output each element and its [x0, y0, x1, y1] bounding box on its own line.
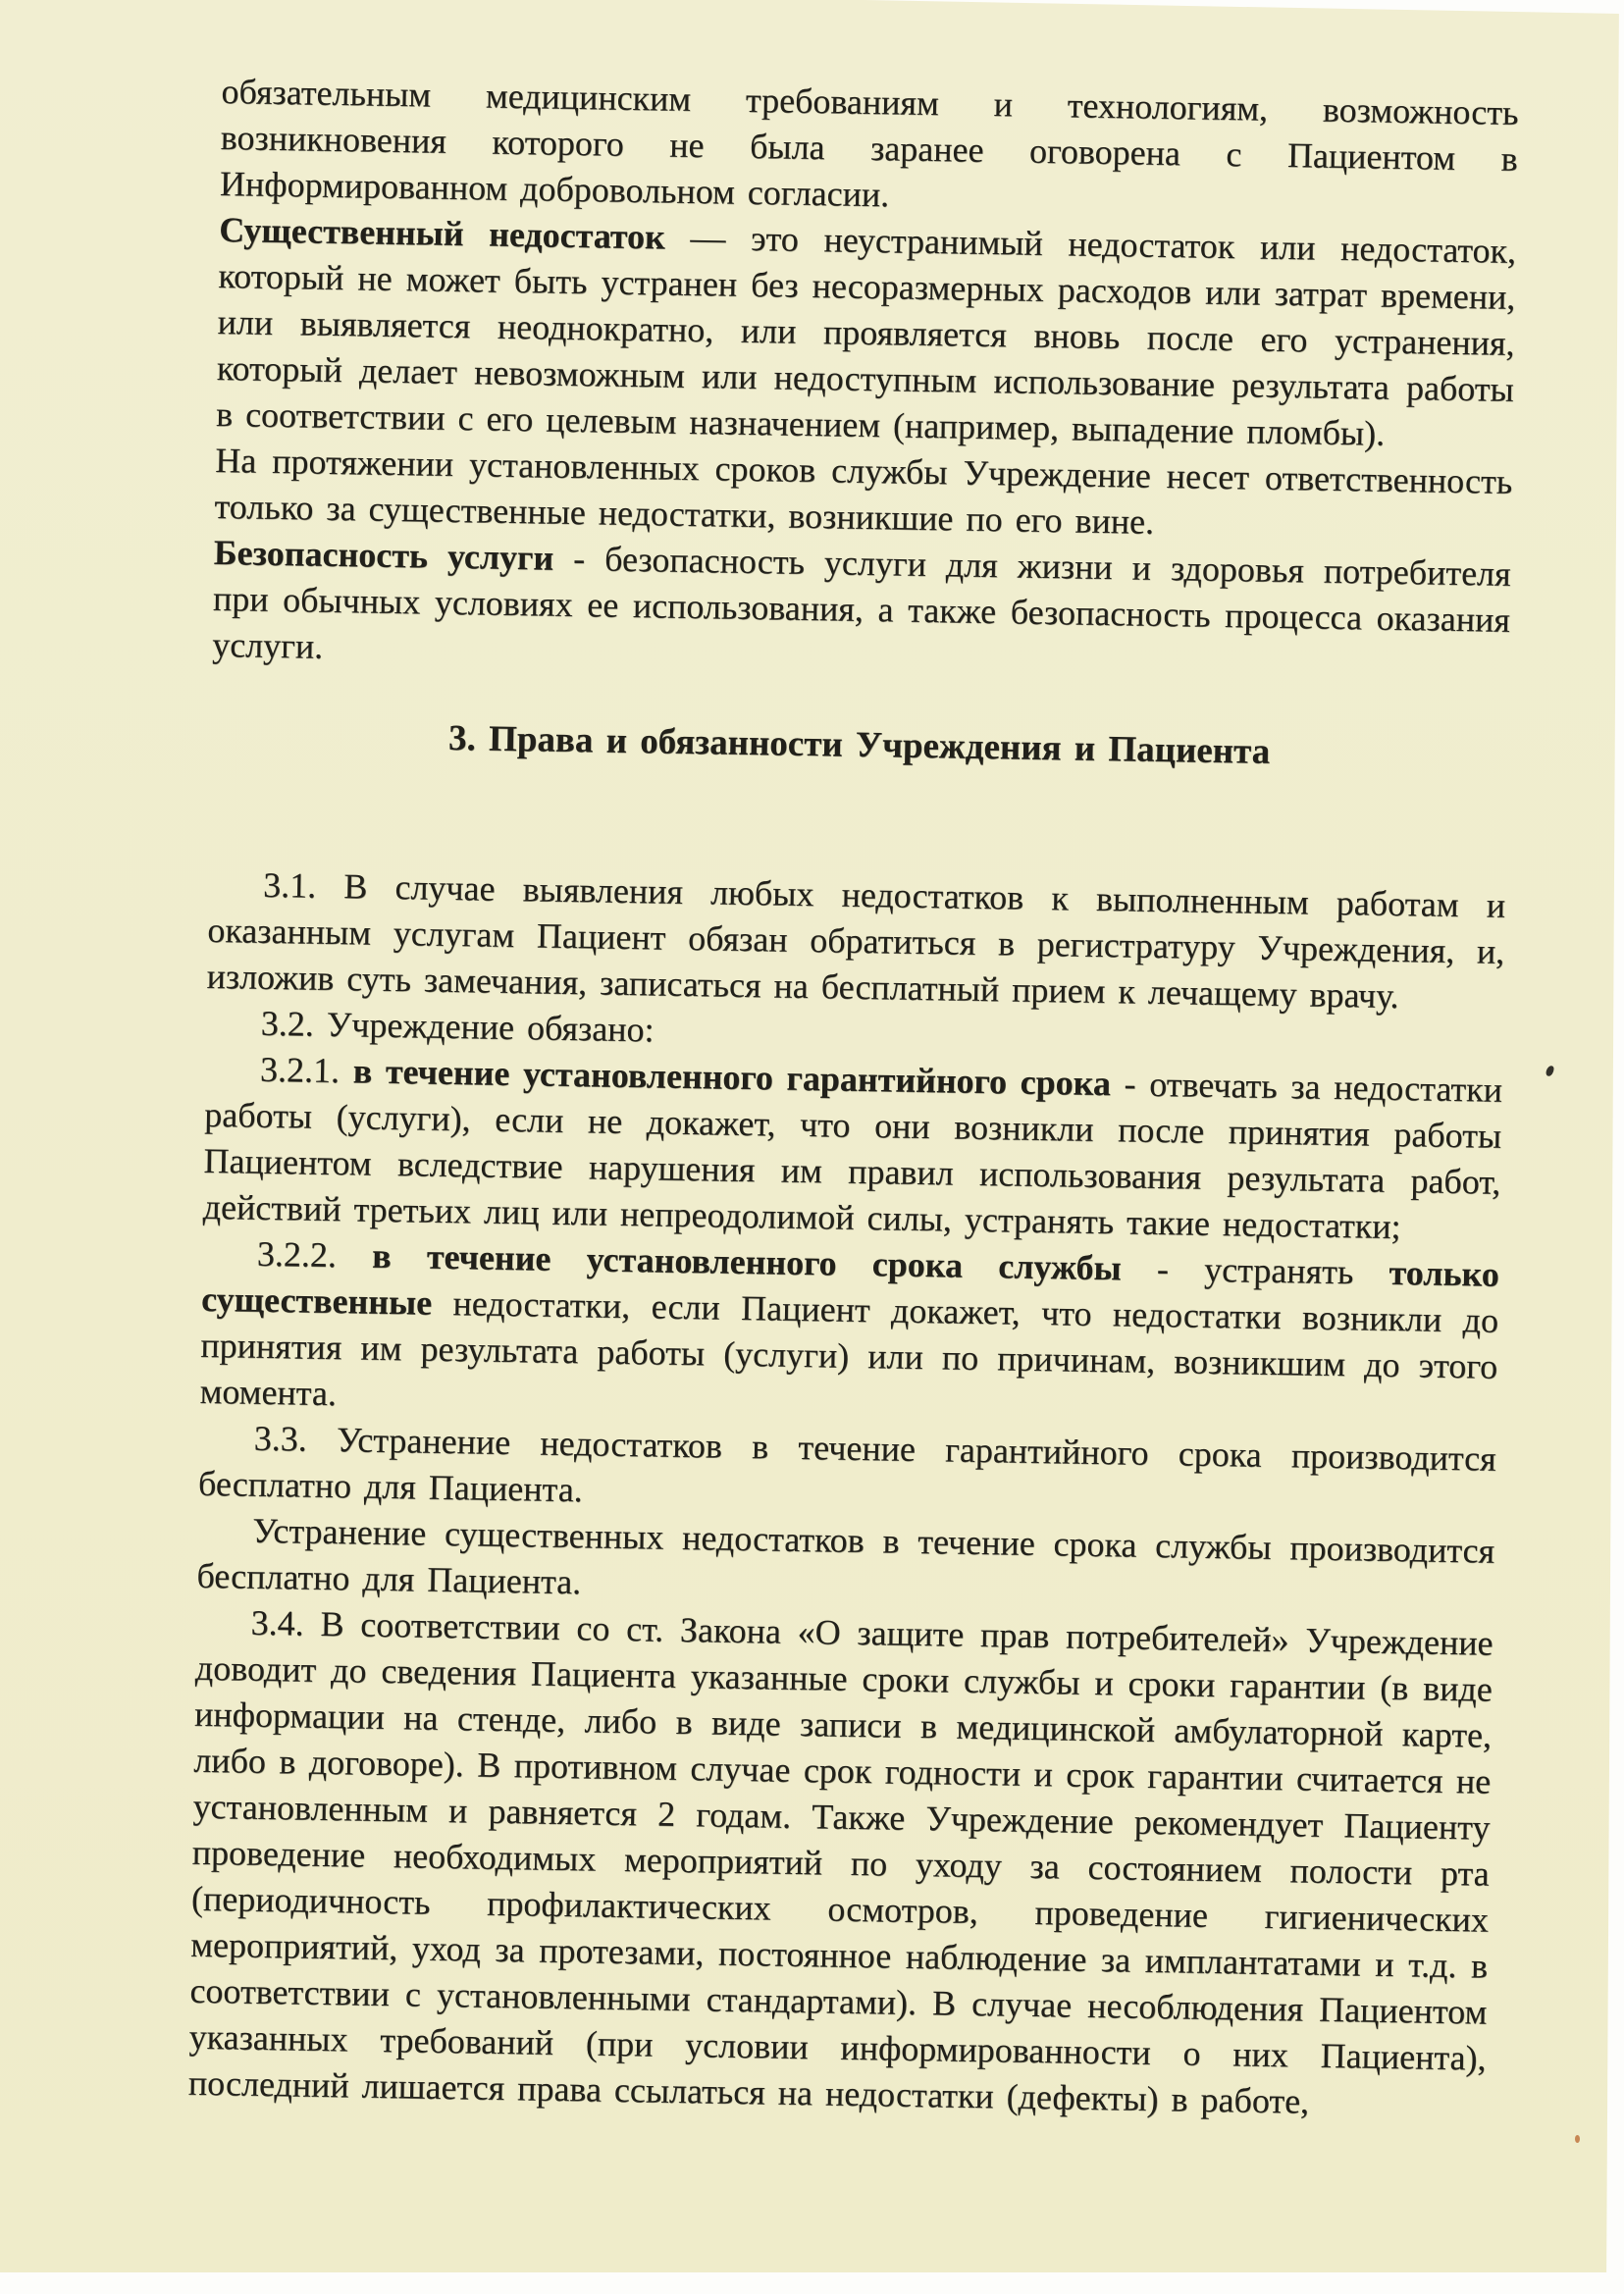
- paragraph-substantial-defect-definition: [216, 207, 1517, 459]
- scan-edge-bottom: [0, 2272, 1624, 2294]
- text-run: Существенный недостаток: [218, 209, 666, 257]
- text-run: в течение установленного гарантийного срока: [352, 1051, 1112, 1104]
- text-run: — это неустранимый недостаток или недостаток, который не может быть устранен без несоразмерных расходов или затрат времени, или выявляется неоднократно, или проявляется вновь после его устранения, который делает невозможным или недоступным использование результата работы в соответствии с его целевым назначением (например, выпадение пломбы).: [215, 217, 1517, 453]
- paragraph-mandatory-requirements-continuation: [220, 69, 1519, 229]
- text-run: 3.1. В случае выявления любых недостатков к выполненным работам и оказанным услугам Пациент обязан обратиться в регистратуру Учреждения, и, изложив суть замечания, записаться на бесплатный прием к лечащему врачу.: [206, 864, 1506, 1017]
- text-run: 3.4. В соответствии со ст. Закона «О защите прав потребителей» Учреждение доводит до сведения Пациента указанные сроки службы и сроки гарантии (в виде информации на стенде, либо в виде записи в медицинской амбулаторной карте, либо в договоре). В противном случае срок годности и срок гарантии считается не установленным и равняется 2 годам. Также Учреждение рекомендует Пациенту проведение необходимых мероприятий по уходу за состоянием полости рта (периодичность профилактических осмотров, проведение гигиенических мероприятий, уход за протезами, постоянное наблюдение за имплантатами и т.д. в соответствии с установленными стандартами). В случае несоблюдения Пациентом указанных требований (при условии информированности о них Пациента), последний лишается права ссылаться на недостатки (дефекты) в работе,: [187, 1602, 1493, 2121]
- text-run: недостатки, если Пациент докажет, что недостатки возникли до принятия им результата работы (услуги) или по причинам, возникшим до этого момента.: [199, 1282, 1499, 1414]
- text-run: - устранять: [1121, 1248, 1389, 1292]
- scan-edge-top: [864, 0, 1624, 14]
- document-text-block: [188, 69, 1519, 2128]
- text-run: 3.2. Учреждение обязано:: [260, 1003, 655, 1050]
- scan-edge-right: [1606, 0, 1624, 2294]
- section-3-heading: 3. Права и обязанности Учреждения и Пациента: [447, 717, 1271, 772]
- paragraph-3-1: [206, 861, 1505, 1021]
- text-run: - безопасность услуги для жизни и здоровья потребителя при обычных условиях ее использования, а также безопасность процесса оказания услуги.: [211, 538, 1511, 666]
- paragraph-service-safety-definition: [212, 530, 1511, 690]
- paragraph-3-4: [188, 1599, 1493, 2128]
- text-run: - отвечать за недостатки работы (услуги), если не докажет, что они возникли после принятия работы Пациентом вследствие нарушения им правил использования результата работ, действий третьих лиц или непреодолимой силы, устранять такие недостатки;: [202, 1064, 1503, 1247]
- text-run: На протяжении установленных сроков службы Учреждение несет ответственность только за существенные недостатки, возникшие по его вине.: [214, 440, 1513, 542]
- text-run: 3.2.1.: [259, 1049, 354, 1091]
- scan-speck: [1545, 1065, 1554, 1077]
- paragraph-3-2-2: [199, 1230, 1499, 1436]
- text-run: 3.3. Устранение недостатков в течение гарантийного срока производится бесплатно для Пациента.: [197, 1418, 1497, 1510]
- text-run: только существенные: [200, 1252, 1500, 1323]
- text-run: в течение установленного срока службы: [371, 1235, 1123, 1288]
- text-run: Безопасность услуги: [213, 532, 554, 578]
- text-run: обязательным медицинским требованиям и технологиям, возможность возникновения которого не была заранее оговорена с Пациентом в Информированном добровольном согласии.: [219, 71, 1519, 215]
- paragraph-3-2-1: [202, 1046, 1502, 1252]
- text-run: Устранение существенных недостатков в течение срока службы производится бесплатно для Пациента.: [196, 1510, 1495, 1602]
- scan-speck-small: [1575, 2135, 1580, 2143]
- text-run: 3.2.2.: [256, 1233, 373, 1276]
